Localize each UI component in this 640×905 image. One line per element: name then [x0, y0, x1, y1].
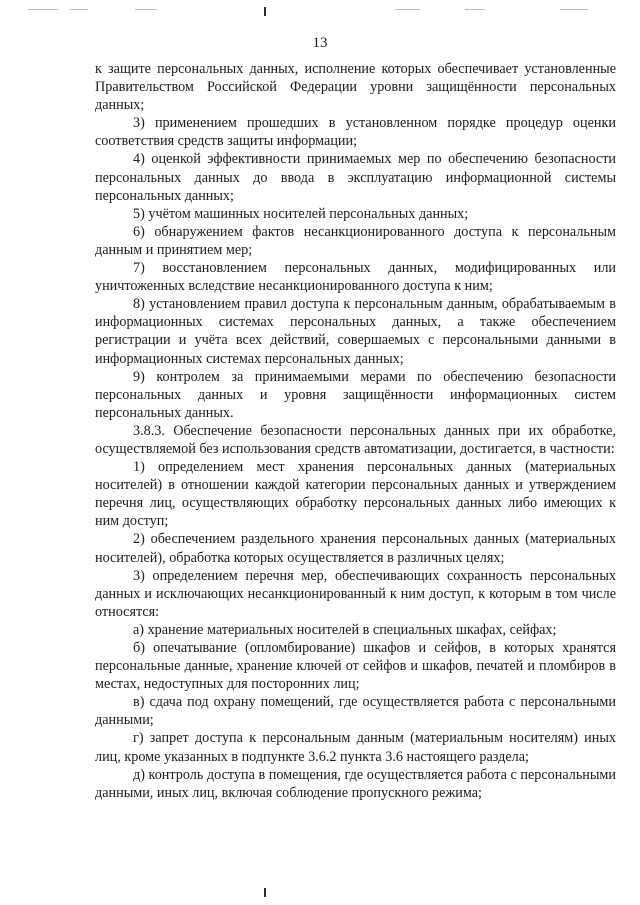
paragraph: 1) определением мест хранения персональных данных (материальных носителей) в отношении каждой категории персональных данных и утверждением перечня лиц, осуществляющих обработку персональных данных либо имеющих к ним доступ; [95, 459, 616, 530]
paragraph: б) опечатывание (опломбирование) шкафов и сейфов, в которых хранятся персональные данные, хранение ключей от сейфов и шкафов, печатей и пломбиров в местах, недоступных для посторонних лиц; [95, 640, 616, 693]
scan-artifact [465, 9, 485, 10]
scan-artifact [395, 9, 420, 10]
paragraph: 4) оценкой эффективности принимаемых мер по обеспечению безопасности персональных данных до ввода в эксплуатацию информационной системы персональных данных; [95, 151, 616, 204]
scan-artifact [28, 9, 58, 10]
scan-artifact [560, 9, 588, 10]
paragraph: 3) применением прошедших в установленном порядке процедур оценки соответствия средств защиты информации; [95, 115, 616, 150]
paragraph: 3.8.3. Обеспечение безопасности персональных данных при их обработке, осуществляемой без использования средств автоматизации, достигается, в частности: [95, 422, 616, 457]
paragraph: д) контроль доступа в помещения, где осуществляется работа с персональными данными, иных лиц, включая соблюдение пропускного режима; [95, 766, 616, 801]
paragraph: 3) определением перечня мер, обеспечивающих сохранность персональных данных и исключающих несанкционированный к ним доступ, к которым в том числе относятся: [95, 567, 616, 620]
page-number: 13 [312, 35, 328, 51]
paragraph: а) хранение материальных носителей в специальных шкафах, сейфах; [133, 621, 557, 638]
binding-mark-bottom [264, 888, 266, 897]
paragraph: в) сдача под охрану помещений, где осуществляется работа с персональными данными; [95, 694, 616, 729]
binding-mark-top [264, 7, 266, 16]
scan-artifact [70, 9, 88, 10]
paragraph: 5) учётом машинных носителей персональных данных; [133, 205, 469, 222]
scan-artifact [135, 9, 157, 10]
paragraph: 6) обнаружением фактов несанкционированного доступа к персональным данным и принятием мер; [95, 223, 616, 258]
paragraph: 7) восстановлением персональных данных, модифицированных или уничтоженных вследствие несанкционированного доступа к ним; [95, 260, 616, 295]
paragraph: г) запрет доступа к персональным данным (материальным носителям) иных лиц, кроме указанных в подпункте 3.6.2 пункта 3.6 настоящего раздела; [95, 730, 616, 765]
paragraph: 8) установлением правил доступа к персональным данным, обрабатываемым в информационных системах персональных данных, а также обеспечением регистрации и учёта всех действий, совершаемых с персональными данными в информационных системах персональных данных; [95, 296, 616, 367]
paragraph: к защите персональных данных, исполнение которых обеспечивает установленные Правительством Российской Федерации уровни защищённости персональных данных; [95, 61, 616, 114]
document-body [95, 60, 616, 802]
paragraph: 2) обеспечением раздельного хранения персональных данных (материальных носителей), обработка которых осуществляется в различных целях; [95, 531, 616, 566]
paragraph: 9) контролем за принимаемыми мерами по обеспечению безопасности персональных данных и уровня защищённости информационных систем персональных данных. [95, 368, 616, 421]
